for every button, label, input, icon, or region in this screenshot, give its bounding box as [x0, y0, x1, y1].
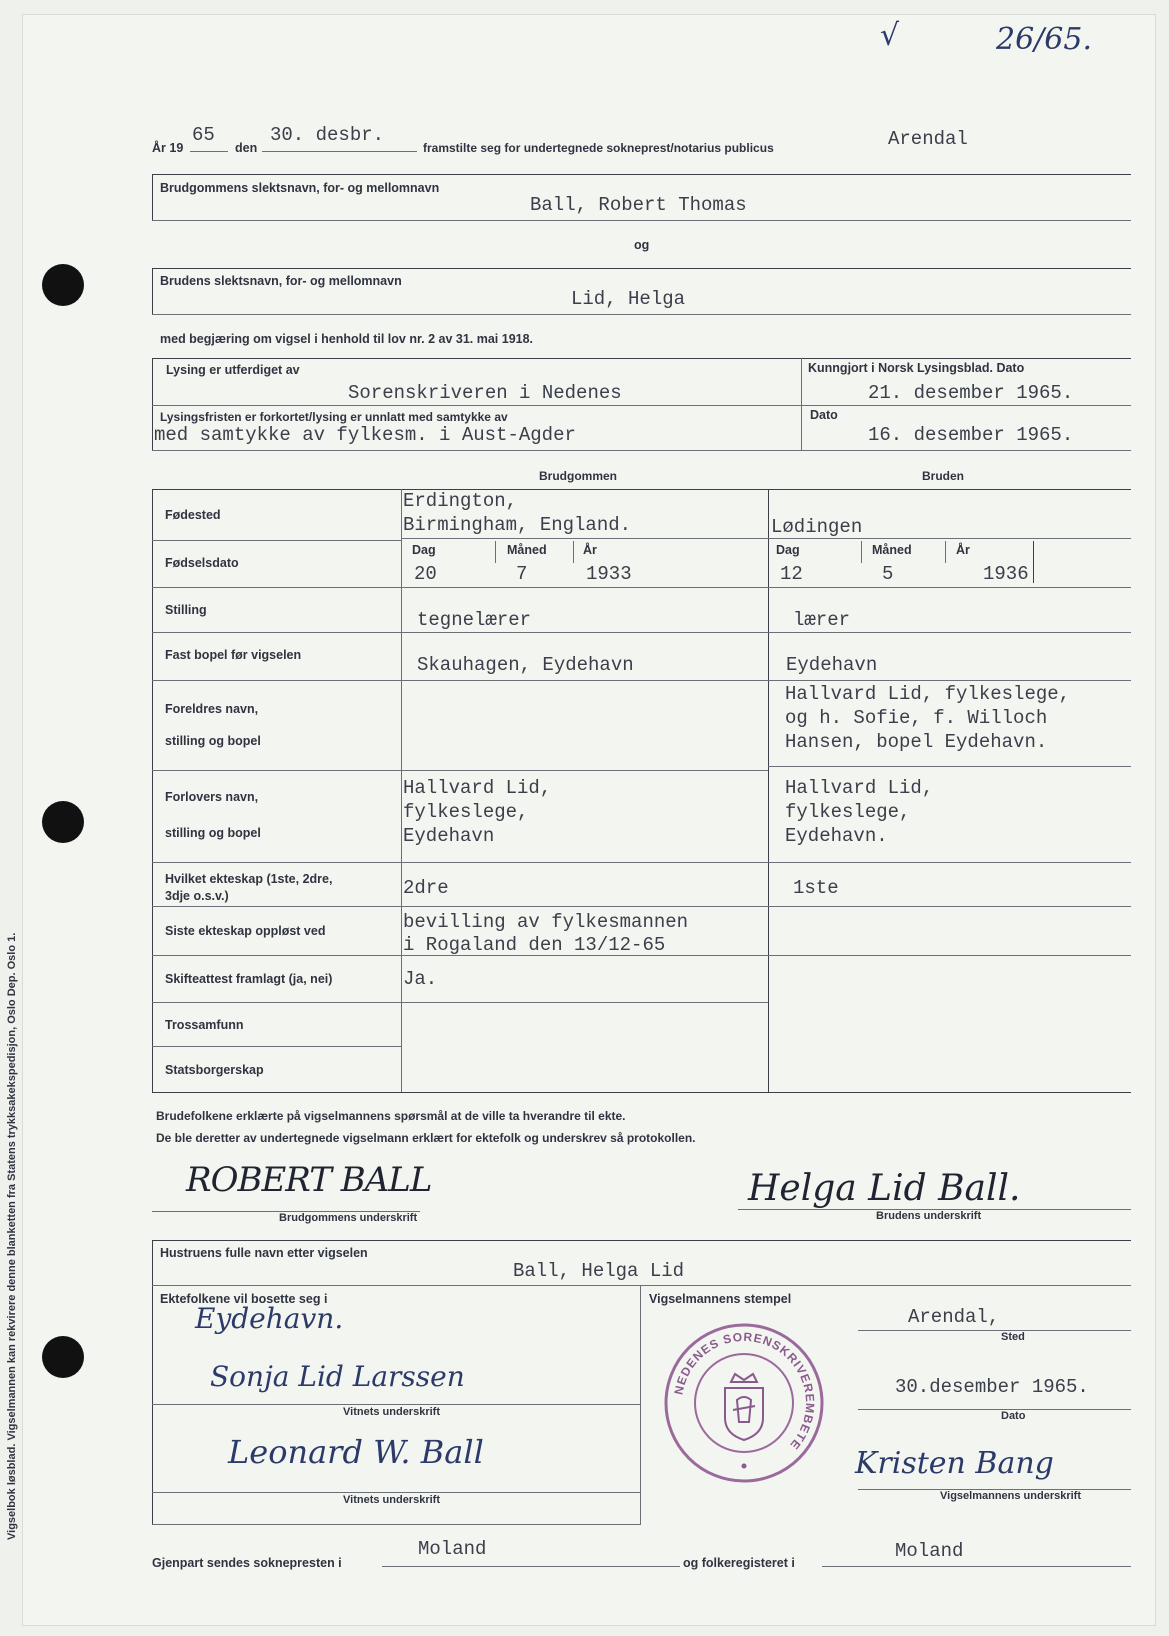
- groom-witness-line1: Hallvard Lid,: [403, 777, 552, 799]
- bride-birth-year: 1936: [983, 563, 1029, 585]
- row-label-statsborgerskap: Statsborgerskap: [165, 1063, 264, 1077]
- bride-name-value: Lid, Helga: [571, 288, 686, 310]
- col-header-bride: Bruden: [922, 469, 964, 483]
- bride-ar-header: År: [956, 543, 970, 557]
- bride-signature-label: Brudens underskrift: [876, 1210, 982, 1222]
- check-mark: √: [880, 18, 900, 53]
- bride-birthplace: Lødingen: [771, 516, 863, 538]
- lysing-label: Lysing er utferdiget av: [166, 363, 300, 377]
- row-label-bopel: Fast bopel før vigselen: [165, 648, 302, 662]
- footer-text-2: og folkeregisteret i: [683, 1556, 795, 1570]
- groom-birth-year: 1933: [586, 563, 632, 585]
- kunngjort-date: 21. desember 1965.: [868, 382, 1074, 404]
- punch-hole-bottom: [42, 1336, 84, 1378]
- year-prefix: År 19: [152, 141, 184, 155]
- groom-dag-header: Dag: [412, 543, 436, 557]
- punch-hole-middle: [42, 801, 84, 843]
- witness1-signature: Sonja Lid Larssen: [210, 1360, 465, 1393]
- punch-hole-top: [42, 264, 84, 306]
- row-label-trossamfunn: Trossamfunn: [165, 1018, 244, 1032]
- groom-witness-line2: fylkeslege,: [403, 801, 529, 823]
- bride-parents-line2: og h. Sofie, f. Willoch: [785, 707, 1048, 729]
- skifteattest-value: Ja.: [403, 968, 438, 990]
- footer-value-2: Moland: [895, 1540, 964, 1562]
- bride-witness-line2: fylkeslege,: [785, 801, 911, 823]
- dissolution-line2: i Rogaland den 13/12-65: [403, 934, 666, 956]
- bride-parents-line3: Hansen, bopel Eydehavn.: [785, 731, 1048, 753]
- stamp-label: Vigselmannens stempel: [649, 1292, 792, 1306]
- sted-label: Sted: [1001, 1331, 1025, 1343]
- dissolution-line1: bevilling av fylkesmannen: [403, 911, 689, 933]
- row-label-forlovere-2: stilling og bopel: [165, 826, 261, 840]
- lysingsfrist-date: 16. desember 1965.: [868, 424, 1074, 446]
- bride-birth-day: 12: [780, 563, 803, 585]
- reference-number: 26/65.: [996, 22, 1092, 57]
- groom-residence: Skauhagen, Eydehavn: [417, 654, 634, 676]
- lysingsfrist-value: med samtykke av fylkesm. i Aust-Agder: [154, 424, 576, 446]
- settle-label: Ektefolkene vil bosette seg i: [160, 1292, 328, 1306]
- row-label-opplost: Siste ekteskap oppløst ved: [165, 924, 326, 938]
- svg-text:NEDENES SORENSKRIVEREMBETE: [672, 1330, 818, 1453]
- dato-value: 30.desember 1965.: [895, 1376, 1089, 1398]
- date-value: 30. desbr.: [270, 124, 385, 146]
- declaration-line-1: Brudefolkene erklærte på vigselmannens spørsmål at de ville ta hverandre til ekte.: [156, 1109, 626, 1123]
- bride-occupation: lærer: [793, 609, 851, 631]
- groom-birth-month: 7: [516, 563, 528, 585]
- groom-maned-header: Måned: [507, 543, 547, 557]
- bride-dag-header: Dag: [776, 543, 800, 557]
- groom-name-value: Ball, Robert Thomas: [530, 194, 747, 216]
- officiant-signature: Kristen Bang: [855, 1446, 1054, 1481]
- wife-name-label: Hustruens fulle navn etter vigselen: [160, 1246, 368, 1260]
- framstilte-text: framstilte seg for undertegnede sokneprest/notarius publicus: [423, 141, 774, 155]
- officiant-signature-label: Vigselmannens underskrift: [940, 1490, 1082, 1502]
- groom-signature: ROBERT BALL: [186, 1160, 432, 1200]
- year-value: 65: [192, 124, 215, 146]
- row-label-stilling: Stilling: [165, 603, 207, 617]
- lysing-value: Sorenskriveren i Nedenes: [348, 382, 622, 404]
- stamp-dato-label: Dato: [1001, 1410, 1026, 1422]
- witness2-signature: Leonard W. Ball: [228, 1433, 484, 1471]
- declaration-line-2: De ble deretter av undertegnede vigselmann erklært for ektefolk og underskrev så protokollen.: [156, 1131, 696, 1145]
- groom-birthplace-line1: Erdington,: [403, 490, 518, 512]
- witness1-label: Vitnets underskrift: [343, 1406, 440, 1418]
- law-text: med begjæring om vigsel i henhold til lov nr. 2 av 31. mai 1918.: [160, 332, 534, 346]
- wife-name-value: Ball, Helga Lid: [513, 1260, 685, 1282]
- row-label-ekteskap-1: Hvilket ekteskap (1ste, 2dre,: [165, 872, 333, 886]
- side-print-text: Vigselbok løsblad. Vigselmannen kan rekvirere denne blanketten fra Statens trykksakekspedisjon, Oslo Dep. Oslo 1.: [6, 932, 18, 1540]
- settle-value: Eydehavn.: [195, 1302, 344, 1335]
- seal-text: NEDENES SORENSKRIVEREMBETE: [671, 1329, 818, 1453]
- footer-text-1: Gjenpart sendes soknepresten i: [152, 1556, 342, 1570]
- den-label: den: [235, 141, 258, 155]
- groom-birthplace-line2: Birmingham, England.: [403, 514, 632, 536]
- bride-birth-month: 5: [882, 563, 894, 585]
- coat-of-arms-icon: [725, 1374, 763, 1440]
- bride-witness-line1: Hallvard Lid,: [785, 777, 934, 799]
- row-label-forlovere-1: Forlovers navn,: [165, 790, 259, 804]
- bride-parents-line1: Hallvard Lid, fylkeslege,: [785, 683, 1071, 705]
- row-label-fodested: Fødested: [165, 508, 221, 522]
- kunngjort-label: Kunngjort i Norsk Lysingsblad. Dato: [808, 361, 1025, 375]
- bride-witness-line3: Eydehavn.: [785, 825, 888, 847]
- groom-witness-line3: Eydehavn: [403, 825, 495, 847]
- groom-birth-day: 20: [414, 563, 437, 585]
- row-label-foreldre-2: stilling og bopel: [165, 734, 261, 748]
- footer-value-1: Moland: [418, 1538, 487, 1560]
- col-header-groom: Brudgommen: [539, 469, 617, 483]
- groom-marriage-number: 2dre: [403, 877, 449, 899]
- witness2-label: Vitnets underskrift: [343, 1494, 440, 1506]
- groom-occupation: tegnelærer: [417, 609, 532, 631]
- bride-residence: Eydehavn: [786, 654, 878, 676]
- bride-marriage-number: 1ste: [793, 877, 839, 899]
- dato-label: Dato: [810, 408, 838, 422]
- court-seal: [663, 1322, 825, 1484]
- bride-maned-header: Måned: [872, 543, 912, 557]
- groom-ar-header: År: [583, 543, 597, 557]
- row-label-foreldre-1: Foreldres navn,: [165, 702, 259, 716]
- bride-signature: Helga Lid Ball.: [748, 1168, 1021, 1209]
- groom-name-label: Brudgommens slektsnavn, for- og mellomnavn: [160, 181, 440, 195]
- row-label-fodselsdato: Fødselsdato: [165, 556, 239, 570]
- place-value: Arendal: [888, 128, 968, 150]
- row-label-ekteskap-2: 3dje o.s.v.): [165, 889, 229, 903]
- row-label-skifteattest: Skifteattest framlagt (ja, nei): [165, 972, 333, 986]
- lysingsfrist-label: Lysingsfristen er forkortet/lysing er unnlatt med samtykke av: [160, 410, 508, 424]
- groom-signature-label: Brudgommens underskrift: [279, 1212, 418, 1224]
- bride-name-label: Brudens slektsnavn, for- og mellomnavn: [160, 274, 402, 288]
- sted-value: Arendal,: [908, 1306, 1000, 1328]
- og-text: og: [634, 238, 650, 252]
